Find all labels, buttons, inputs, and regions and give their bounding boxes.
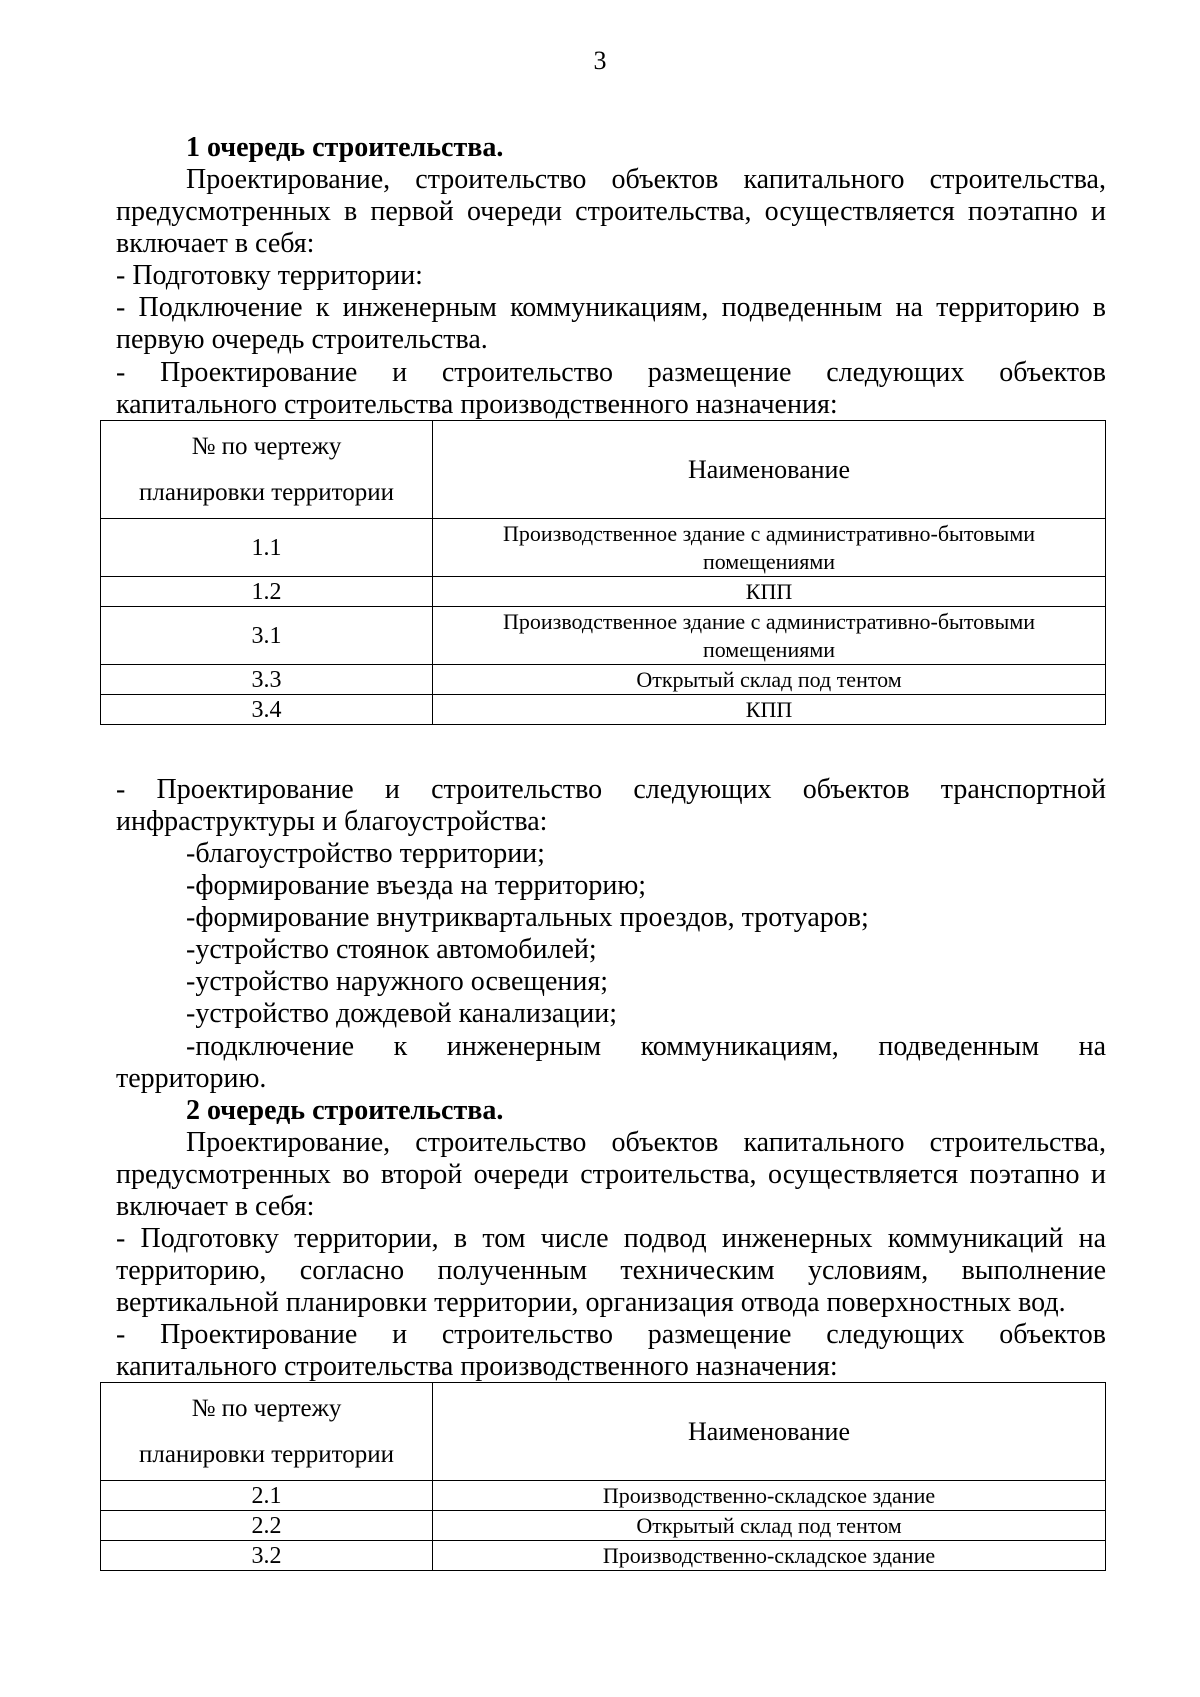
transport-item: -благоустройство территории; [186,838,545,869]
section2-table [100,1382,1106,1571]
transport-line: инфраструктуры и благоустройства: [116,806,548,837]
transport-item: -устройство стоянок автомобилей; [186,934,597,965]
table-row [101,577,1106,607]
row-number: 3.2 [101,1541,433,1571]
row-name [433,607,1106,665]
section1-intro-line: включает в себя: [116,228,315,259]
row-name [433,519,1106,577]
row-number: 2.2 [101,1511,433,1541]
row-name: Открытый склад под тентом [433,1511,1106,1541]
transport-item: -формирование въезда на территорию; [186,870,647,901]
table-header-row [101,1383,1106,1481]
row-number: 2.1 [101,1481,433,1511]
row-number: 3.4 [101,695,433,725]
row-name: КПП [433,577,1106,607]
transport-item: -формирование внутриквартальных проездов, тротуаров; [186,902,869,933]
row-name: Производственно-складское здание [433,1481,1106,1511]
section2-intro-line: Проектирование, строительство объектов капитального строительства, [186,1127,1106,1158]
header-number-line1: № по чертежу [191,432,342,460]
row-name-line: помещениями [702,548,836,574]
section2-prep-line: территорию, согласно полученным техническим условиям, выполнение [116,1255,1106,1286]
section1-objects-line: капитального строительства производственного назначения: [116,389,838,420]
row-number: 3.1 [101,607,433,665]
table-row [101,1541,1106,1571]
header-number-line2: планировки территории [138,1440,395,1468]
section1-item: - Подготовку территории: [116,260,423,291]
table-row [101,665,1106,695]
header-number-line2: планировки территории [138,478,395,506]
row-name-line: Производственное здание с административно-бытовыми [502,520,1036,546]
section1-heading: 1 очередь строительства. [186,132,504,163]
table-header-number [101,1383,433,1481]
row-name-line: Производственное здание с административно-бытовыми [502,608,1036,634]
table-header-number [101,421,433,519]
row-name: Производственно-складское здание [433,1541,1106,1571]
row-name: Открытый склад под тентом [433,665,1106,695]
row-name: КПП [433,695,1106,725]
transport-item: территорию. [116,1063,267,1094]
section1-item: - Подключение к инженерным коммуникациям, подведенным на территорию в [116,292,1106,323]
table-row [101,1511,1106,1541]
transport-item: -устройство дождевой канализации; [186,998,618,1029]
section1-item: первую очередь строительства. [116,324,488,355]
table-row [101,695,1106,725]
transport-line: - Проектирование и строительство следующих объектов транспортной [116,774,1106,805]
row-number: 1.1 [101,519,433,577]
row-number: 1.2 [101,577,433,607]
section2-prep-line: - Подготовку территории, в том числе подвод инженерных коммуникаций на [116,1223,1106,1254]
transport-item: -подключение к инженерным коммуникациям, подведенным на [186,1031,1106,1062]
table-header-row [101,421,1106,519]
section1-table [100,420,1106,725]
table-row [101,519,1106,577]
page-number: 3 [593,46,607,75]
section1-objects-line: - Проектирование и строительство размещение следующих объектов [116,357,1106,388]
table-header-name: Наименование [433,421,1106,519]
row-number: 3.3 [101,665,433,695]
section2-intro-line: предусмотренных во второй очереди строительства, осуществляется поэтапно и [116,1159,1106,1190]
section2-objects-line: - Проектирование и строительство размещение следующих объектов [116,1319,1106,1350]
table-row [101,607,1106,665]
transport-item: -устройство наружного освещения; [186,966,609,997]
section2-objects-line: капитального строительства производственного назначения: [116,1351,838,1382]
section2-heading: 2 очередь строительства. [186,1095,504,1126]
section2-prep-line: вертикальной планировки территории, организация отвода поверхностных вод. [116,1287,1066,1318]
header-number-line1: № по чертежу [191,1394,342,1422]
section1-intro-line: предусмотренных в первой очереди строительства, осуществляется поэтапно и [116,196,1106,227]
row-name-line: помещениями [702,636,836,662]
table-header-name: Наименование [433,1383,1106,1481]
section1-intro-line: Проектирование, строительство объектов капитального строительства, [186,164,1106,195]
section2-intro-line: включает в себя: [116,1191,315,1222]
table-row [101,1481,1106,1511]
